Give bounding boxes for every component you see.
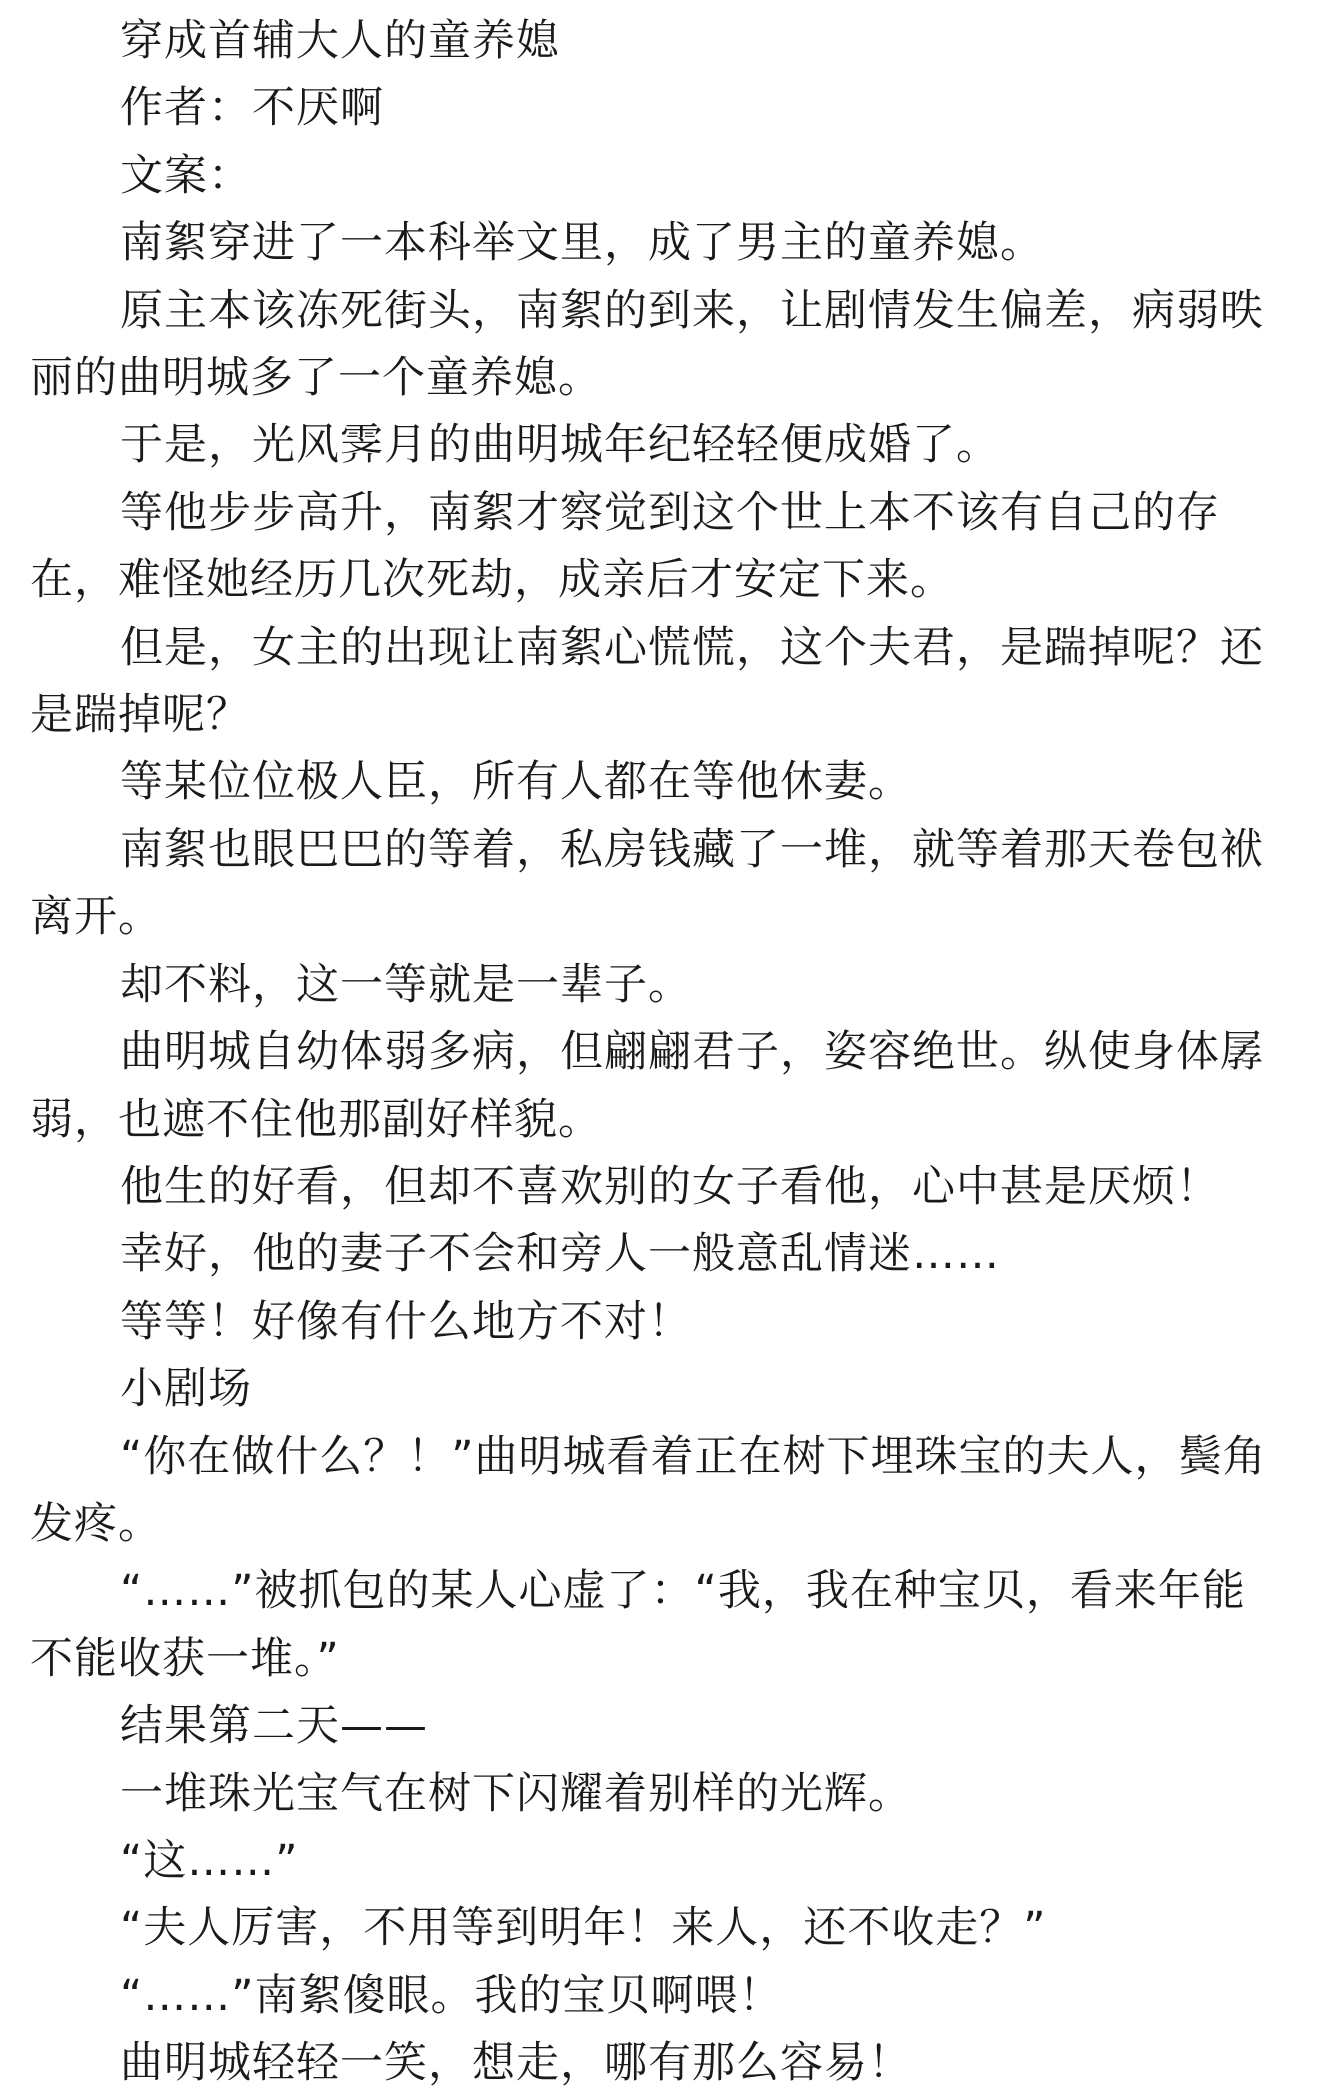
- section-heading: 小剧场: [120, 1364, 252, 1415]
- paragraph: 于是，光风霁月的曲明城年纪轻轻便成婚了。: [120, 420, 1000, 471]
- paragraph: “夫人厉害，不用等到明年！来人，还不收走？”: [120, 1903, 1047, 1954]
- book-title: 穿成首辅大人的童养媳: [120, 16, 560, 66]
- paragraph: 幸好，他的妻子不会和旁人一般意乱情迷……: [120, 1229, 1000, 1280]
- paragraph: “这……”: [120, 1835, 299, 1886]
- paragraph: 等某位位极人臣，所有人都在等他休妻。: [120, 757, 912, 808]
- paragraph: 结果第二天——: [120, 1701, 428, 1752]
- paragraph: 南絮穿进了一本科举文里，成了男主的童养媳。: [120, 218, 1044, 269]
- paragraph: 却不料，这一等就是一辈子。: [120, 959, 692, 1010]
- paragraph: “你在做什么？！”曲明城看着正在树下埋珠宝的夫人，鬓角发疼。: [30, 1431, 1267, 1549]
- author-line: 作者：不厌啊: [120, 83, 384, 134]
- paragraph: 一堆珠光宝气在树下闪耀着别样的光辉。: [120, 1768, 912, 1819]
- paragraph: 他生的好看，但却不喜欢别的女子看他，心中甚是厌烦！: [120, 1161, 1220, 1212]
- paragraph: 但是，女主的出现让南絮心慌慌，这个夫君，是踹掉呢？还是踹掉呢？: [30, 622, 1264, 741]
- synopsis-label: 文案：: [120, 150, 252, 201]
- paragraph: 南絮也眼巴巴的等着，私房钱藏了一堆，就等着那天卷包袱离开。: [30, 824, 1264, 943]
- paragraph: 曲明城自幼体弱多病，但翩翩君子，姿容绝世。纵使身体孱弱，也遮不住他那副好样貌。: [30, 1027, 1264, 1145]
- paragraph: “……”南絮傻眼。我的宝贝啊喂！: [120, 1970, 783, 2021]
- paragraph: 曲明城轻轻一笑，想走，哪有那么容易！: [120, 2038, 912, 2089]
- paragraph: 等他步步高升，南絮才察觉到这个世上本不该有自己的存在，难怪她经历几次死劫，成亲后才安定下来。: [30, 487, 1220, 606]
- paragraph: 等等！好像有什么地方不对！: [120, 1296, 692, 1347]
- paragraph: “……”被抓包的某人心虚了：“我，我在种宝贝，看来年能不能收获一堆。”: [30, 1566, 1246, 1684]
- paragraph: 原主本该冻死街头，南絮的到来，让剧情发生偏差，病弱昳丽的曲明城多了一个童养媳。: [30, 285, 1264, 404]
